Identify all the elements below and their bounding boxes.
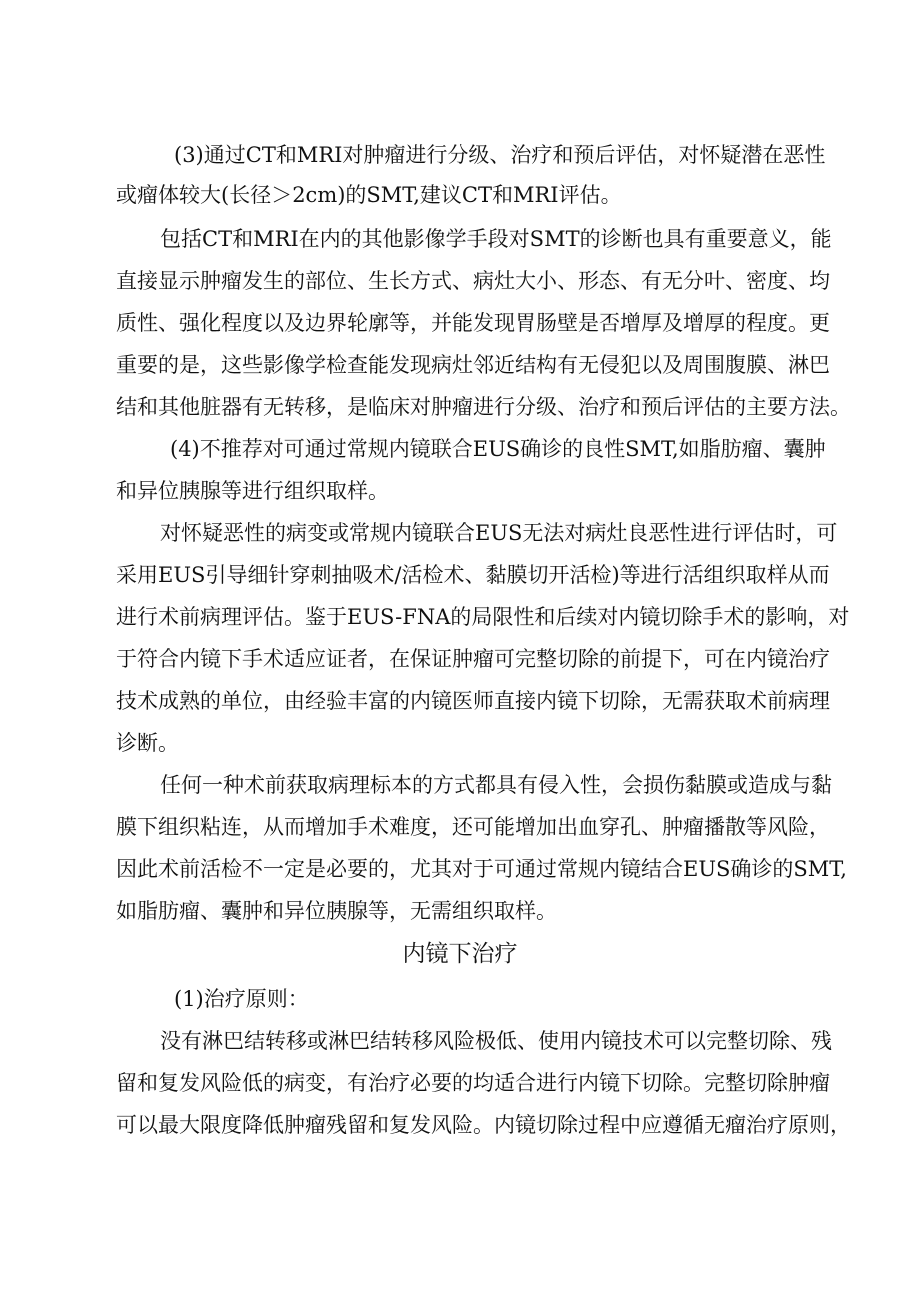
section-heading: 内镜下治疗 bbox=[402, 941, 518, 967]
paragraph-5-line-2: 膜下组织粘连，从而增加手术难度，还可能增加出血穿孔、肿瘤播散等风险， bbox=[116, 815, 830, 839]
paragraph-2-line-3: 质性、强化程度以及边界轮廓等，并能发现胃肠壁是否增厚及增厚的程度。更 bbox=[116, 311, 830, 335]
paragraph-4-line-3: 进行术前病理评估。鉴于EUS-FNA的局限性和后续对内镜切除手术的影响，对 bbox=[116, 605, 850, 629]
paragraph-1-line-1: (3)通过CT和MRI对肿瘤进行分级、治疗和预后评估，对怀疑潜在恶性 bbox=[174, 143, 826, 167]
section-paragraph-2-line-3: 可以最大限度降低肿瘤残留和复发风险。内镜切除过程中应遵循无瘤治疗原则， bbox=[116, 1113, 851, 1137]
paragraph-5-line-4: 如脂肪瘤、囊肿和异位胰腺等，无需组织取样。 bbox=[116, 899, 557, 923]
paragraph-1-line-2: 或瘤体较大(长径＞2cm)的SMT,建议CT和MRI评估。 bbox=[116, 183, 622, 207]
section-paragraph-2-line-1: 没有淋巴结转移或淋巴结转移风险极低、使用内镜技术可以完整切除、残 bbox=[160, 1029, 832, 1053]
paragraph-4-line-4: 于符合内镜下手术适应证者，在保证肿瘤可完整切除的前提下，可在内镜治疗 bbox=[116, 647, 830, 671]
paragraph-4-line-5: 技术成熟的单位，由经验丰富的内镜医师直接内镜下切除，无需获取术前病理 bbox=[116, 689, 830, 713]
paragraph-3-line-1: (4)不推荐对可通过常规内镜联合EUS确诊的良性SMT,如脂肪瘤、囊肿 bbox=[170, 437, 826, 461]
paragraph-2-line-2: 直接显示肿瘤发生的部位、生长方式、病灶大小、形态、有无分叶、密度、均 bbox=[116, 269, 830, 293]
paragraph-5-line-3: 因此术前活检不一定是必要的，尤其对于可通过常规内镜结合EUS确诊的SMT, bbox=[116, 857, 847, 881]
paragraph-4-line-1: 对怀疑恶性的病变或常规内镜联合EUS无法对病灶良恶性进行评估时，可 bbox=[160, 521, 838, 545]
paragraph-2-line-1: 包括CT和MRI在内的其他影像学手段对SMT的诊断也具有重要意义，能 bbox=[160, 227, 832, 251]
section-paragraph-2-line-2: 留和复发风险低的病变，有治疗必要的均适合进行内镜下切除。完整切除肿瘤 bbox=[116, 1071, 830, 1095]
paragraph-5-line-1: 任何一种术前获取病理标本的方式都具有侵入性，会损伤黏膜或造成与黏 bbox=[160, 773, 832, 797]
paragraph-3-line-2: 和异位胰腺等进行组织取样。 bbox=[116, 479, 389, 503]
paragraph-2-line-5: 结和其他脏器有无转移，是临床对肿瘤进行分级、治疗和预后评估的主要方法。 bbox=[116, 395, 851, 419]
paragraph-4-line-6: 诊断。 bbox=[116, 731, 179, 755]
section-paragraph-1-line-1: (1)治疗原则： bbox=[174, 987, 309, 1011]
paragraph-2-line-4: 重要的是，这些影像学检查能发现病灶邻近结构有无侵犯以及周围腹膜、淋巴 bbox=[116, 353, 830, 377]
paragraph-4-line-2: 采用EUS引导细针穿刺抽吸术/活检术、黏膜切开活检)等进行活组织取样从而 bbox=[116, 563, 830, 587]
